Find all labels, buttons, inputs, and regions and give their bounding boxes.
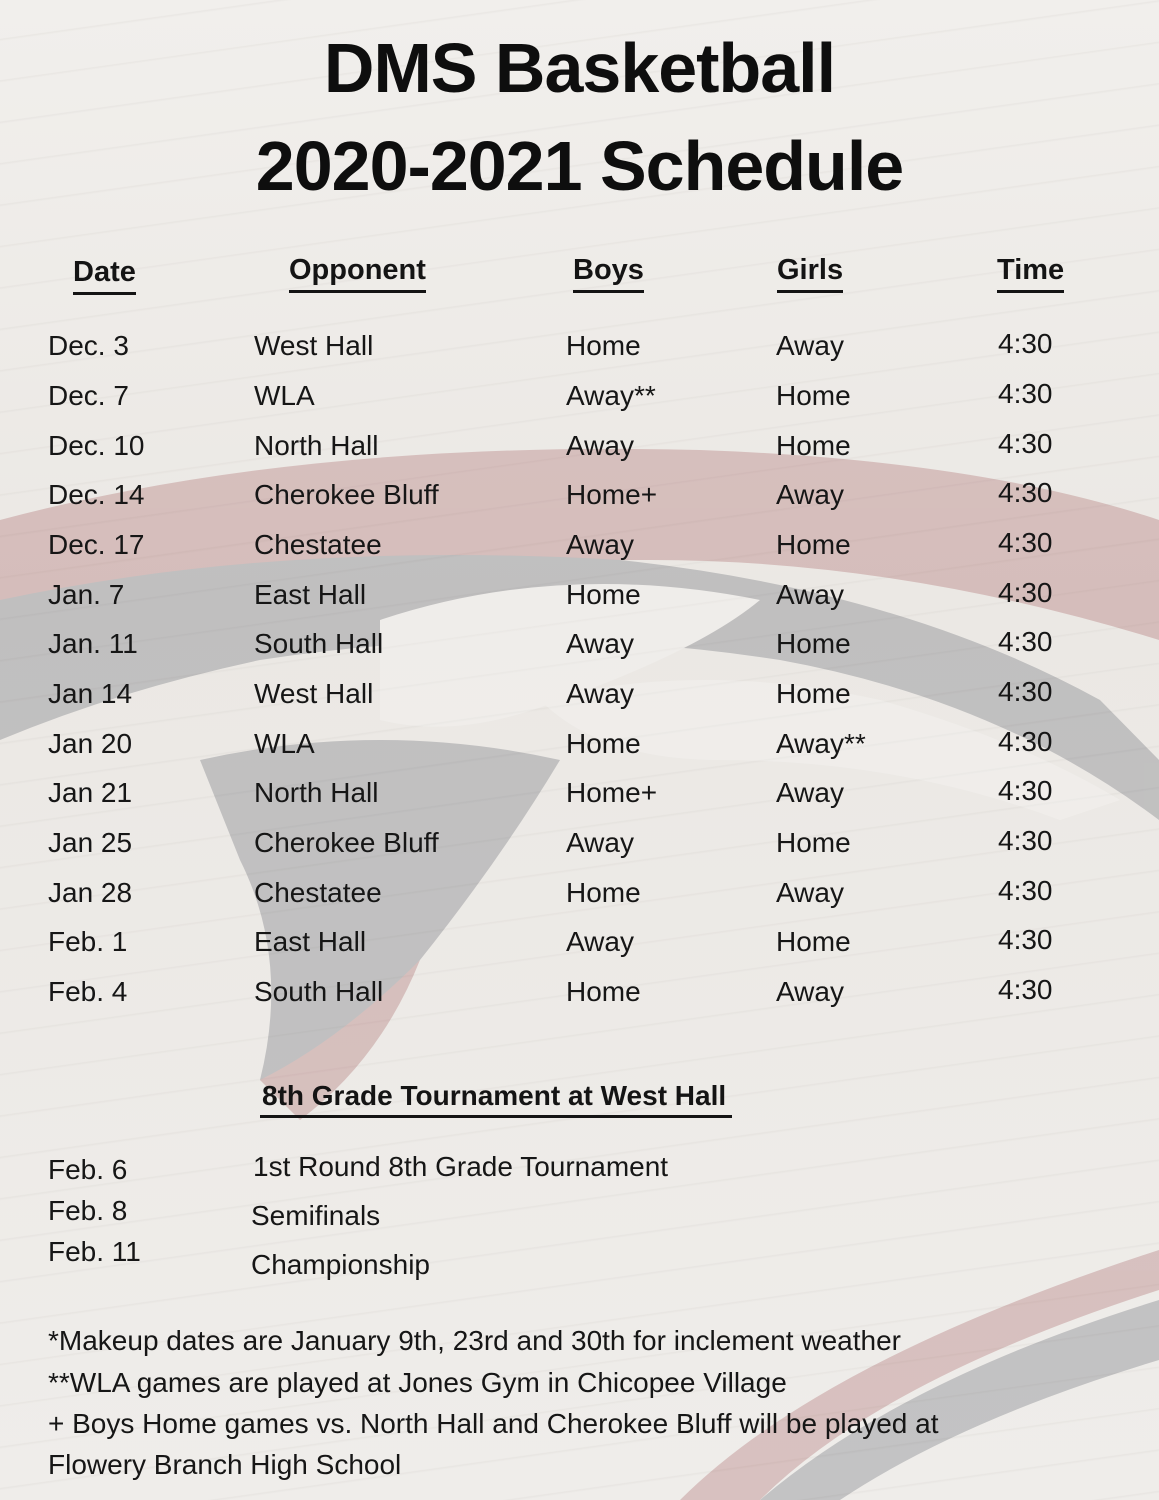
game-girls: Home [776, 678, 851, 709]
column-header-boys-label: Boys [573, 254, 644, 286]
game-girls: Away** [776, 728, 866, 759]
tournament-title [262, 1080, 726, 1112]
game-opponent: West Hall [254, 330, 374, 361]
title-line-2: 2020-2021 Schedule [255, 127, 904, 205]
tournament-title-label: 8th Grade Tournament at West Hall [262, 1080, 727, 1111]
game-girls: Away [776, 777, 844, 808]
game-date: Dec. 3 [48, 330, 129, 361]
column-header-time [997, 254, 1064, 287]
game-time: 4:30 [998, 775, 1053, 806]
game-opponent: South Hall [254, 976, 384, 1007]
game-boys: Home+ [566, 479, 658, 510]
game-date: Dec. 17 [48, 529, 145, 560]
column-header-opponent-label: Opponent [289, 254, 426, 286]
game-time: 4:30 [998, 875, 1053, 906]
game-date: Feb. 1 [48, 926, 128, 957]
game-opponent: WLA [254, 380, 315, 411]
game-boys: Away** [566, 380, 656, 411]
game-date: Jan 14 [48, 678, 133, 709]
game-boys: Home [566, 579, 641, 610]
footnote-wla-games: **WLA games are played at Jones Gym in Chicopee Village [48, 1367, 787, 1398]
tournament-event: Semifinals [251, 1200, 381, 1231]
game-opponent: Cherokee Bluff [254, 827, 439, 858]
footnote-boys-home-games-venue: Flowery Branch High School [48, 1449, 402, 1480]
game-girls: Home [776, 380, 851, 411]
game-boys: Home [566, 976, 641, 1007]
game-time: 4:30 [998, 626, 1053, 657]
game-girls: Away [776, 479, 844, 510]
game-opponent: North Hall [254, 777, 379, 808]
game-girls: Away [776, 579, 844, 610]
tournament-event: Championship [251, 1249, 430, 1280]
tournament-title-underline [260, 1115, 732, 1118]
game-boys: Away [566, 529, 634, 560]
header-underline [289, 290, 426, 293]
game-time: 4:30 [998, 726, 1053, 757]
game-time: 4:30 [998, 477, 1053, 508]
game-opponent: North Hall [254, 430, 379, 461]
game-opponent: South Hall [254, 628, 384, 659]
game-time: 4:30 [998, 577, 1053, 608]
game-opponent: Cherokee Bluff [254, 479, 439, 510]
game-time: 4:30 [998, 428, 1053, 459]
tournament-date: Feb. 6 [48, 1154, 128, 1185]
footnote-makeup-dates: *Makeup dates are January 9th, 23rd and 30th for inclement weather [48, 1325, 901, 1356]
game-girls: Away [776, 877, 844, 908]
game-girls: Home [776, 827, 851, 858]
game-date: Jan 25 [48, 827, 133, 858]
game-time: 4:30 [998, 676, 1053, 707]
game-date: Jan 21 [48, 777, 133, 808]
game-time: 4:30 [998, 527, 1053, 558]
tournament-date: Feb. 11 [48, 1236, 141, 1267]
header-underline [997, 290, 1064, 293]
tournament-date: Feb. 8 [48, 1195, 128, 1226]
game-opponent: Chestatee [254, 529, 382, 560]
column-header-time-label: Time [997, 254, 1065, 286]
footnote-boys-home-games: + Boys Home games vs. North Hall and Cherokee Bluff will be played at [48, 1408, 939, 1439]
header-underline [73, 292, 136, 295]
game-date: Jan 20 [48, 728, 133, 759]
game-date: Dec. 7 [48, 380, 129, 411]
game-opponent: Chestatee [254, 877, 382, 908]
game-date: Dec. 10 [48, 430, 145, 461]
game-date: Feb. 4 [48, 976, 128, 1007]
column-header-date-label: Date [73, 256, 136, 288]
column-header-girls-label: Girls [777, 254, 844, 286]
column-header-date [73, 256, 136, 289]
game-time: 4:30 [998, 328, 1053, 359]
game-boys: Home [566, 330, 641, 361]
game-opponent: WLA [254, 728, 315, 759]
title-line-1: DMS Basketball [323, 29, 836, 107]
game-time: 4:30 [998, 378, 1053, 409]
game-opponent: East Hall [254, 579, 367, 610]
game-boys: Home+ [566, 777, 658, 808]
game-time: 4:30 [998, 974, 1053, 1005]
column-header-opponent [289, 254, 426, 287]
game-date: Jan 28 [48, 877, 133, 908]
game-boys: Away [566, 678, 634, 709]
game-boys: Away [566, 926, 634, 957]
game-boys: Away [566, 430, 634, 461]
header-underline [573, 290, 644, 293]
game-date: Jan. 11 [48, 628, 138, 659]
game-date: Jan. 7 [48, 579, 125, 610]
game-time: 4:30 [998, 825, 1053, 856]
column-header-girls [777, 254, 843, 287]
game-girls: Home [776, 628, 851, 659]
tournament-event: 1st Round 8th Grade Tournament [253, 1151, 669, 1182]
game-girls: Away [776, 976, 844, 1007]
game-boys: Home [566, 728, 641, 759]
game-boys: Home [566, 877, 641, 908]
game-girls: Away [776, 330, 844, 361]
game-boys: Away [566, 827, 634, 858]
header-underline [777, 290, 843, 293]
column-header-boys [573, 254, 644, 287]
game-girls: Home [776, 430, 851, 461]
game-boys: Away [566, 628, 634, 659]
game-girls: Home [776, 926, 851, 957]
game-girls: Home [776, 529, 851, 560]
game-time: 4:30 [998, 924, 1053, 955]
game-opponent: East Hall [254, 926, 367, 957]
game-opponent: West Hall [254, 678, 374, 709]
game-date: Dec. 14 [48, 479, 145, 510]
